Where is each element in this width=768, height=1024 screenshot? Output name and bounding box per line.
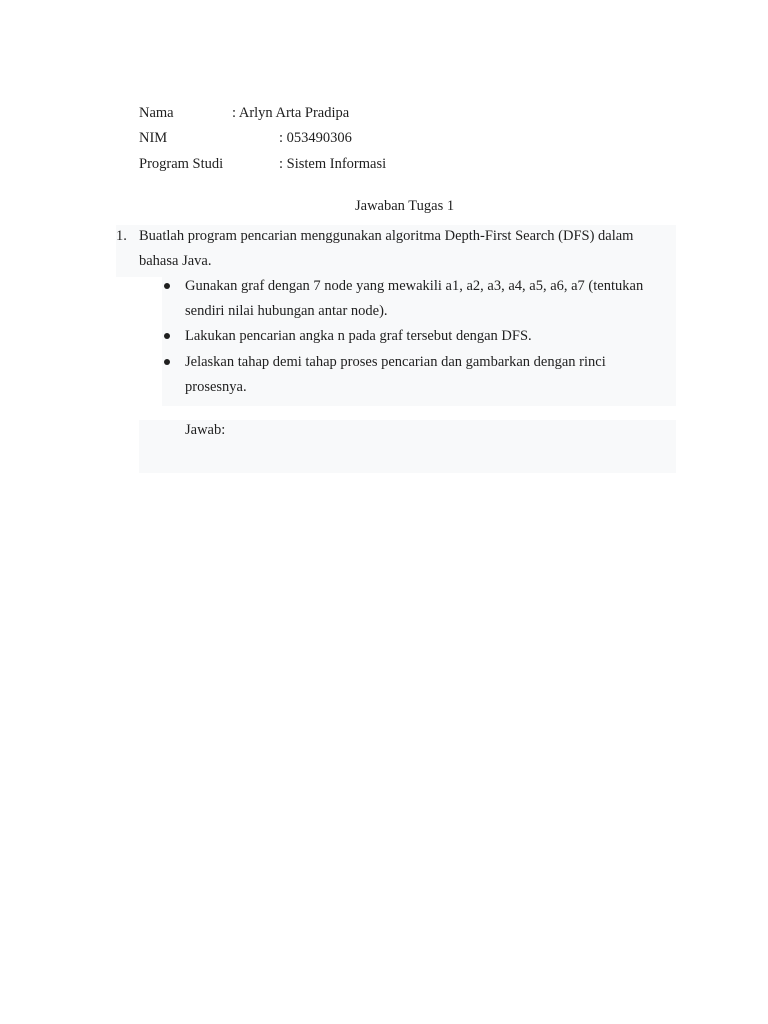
bullet-3-line2: prosesnya.: [185, 379, 247, 395]
bullet-icon: [164, 359, 170, 365]
name-label: Nama: [139, 105, 174, 121]
name-value: : Arlyn Arta Pradipa: [232, 105, 350, 121]
page-title: Jawaban Tugas 1: [355, 198, 455, 214]
question-number: 1.: [116, 228, 127, 244]
program-label: Program Studi: [139, 156, 224, 172]
program-value: : Sistem Informasi: [279, 156, 387, 172]
question-text-line2: bahasa Java.: [139, 253, 212, 269]
bullet-icon: [164, 283, 170, 289]
nim-label: NIM: [139, 130, 168, 146]
nim-value: : 053490306: [279, 130, 352, 146]
bullet-1-line1: Gunakan graf dengan 7 node yang mewakili a1, a2, a3, a4, a5, a6, a7 (tentukan: [185, 278, 644, 294]
question-text-line1: Buatlah program pencarian menggunakan algoritma Depth-First Search (DFS) dalam: [139, 228, 634, 244]
bullet-1-line2: sendiri nilai hubungan antar node).: [185, 303, 388, 319]
bullet-2-line1: Lakukan pencarian angka n pada graf tersebut dengan DFS.: [185, 328, 532, 344]
bullet-3-line1: Jelaskan tahap demi tahap proses pencarian dan gambarkan dengan rinci: [185, 354, 606, 370]
answer-label: Jawab:: [185, 422, 226, 438]
bullet-icon: [164, 333, 170, 339]
